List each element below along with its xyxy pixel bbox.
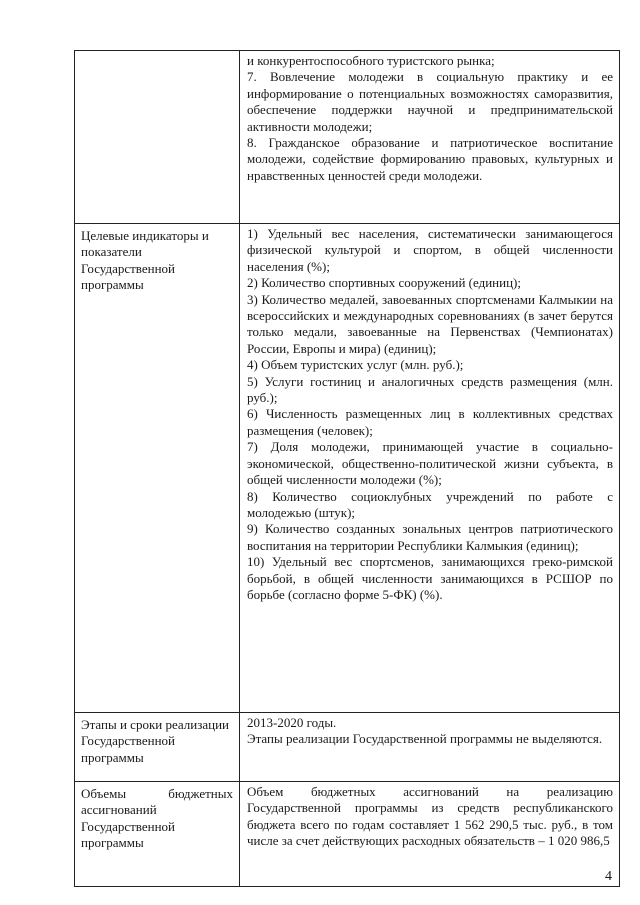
indicator-item: 5) Услуги гостиниц и аналогичных средств размещения (млн. руб.); — [247, 373, 613, 406]
row-content-cell — [240, 782, 620, 887]
row-label: Целевые индикаторы и показатели Государственной программы — [81, 228, 209, 293]
row-label: Объемы бюджетных ассигнований Государственной программы — [81, 786, 233, 851]
row-content-cell — [240, 224, 620, 713]
indicator-item: 6) Численность размещенных лиц в коллективных средствах размещения (человек); — [247, 406, 613, 438]
indicator-item: 3) Количество медалей, завоеванных спортсменами Калмыкии на всероссийских и международных соревнованиях (в зачет берутся только медали, завоеванные на Первенствах (Чемпионатах) России, Европы и мира) (единиц); — [247, 291, 613, 356]
row-content-cell — [240, 713, 620, 782]
indicator-item: 7) Доля молодежи, принимающей участие в социально-экономической, общественно-политической жизни субъекта, в общей численности молодежи (%); — [247, 439, 613, 488]
table-row — [75, 224, 620, 713]
row-label-cell — [75, 713, 240, 782]
indicator-item: 2) Количество спортивных сооружений (единиц); — [247, 275, 521, 291]
content-paragraph: 2013-2020 годы. — [247, 715, 337, 730]
indicator-item: 8) Количество социоклубных учреждений по работе с молодежью (штук); — [247, 488, 613, 520]
row-label: Этапы и сроки реализации Государственной программы — [81, 717, 229, 765]
passport-table — [74, 50, 620, 887]
row-label-cell — [75, 782, 240, 887]
table-row — [75, 782, 620, 887]
indicator-item: 1) Удельный вес населения, систематически занимающегося физической культурой и спортом, в общей численности населения (%); — [247, 226, 613, 274]
content-paragraph: Объем бюджетных ассигнований на реализацию Государственной программы из средств республиканского бюджета всего по годам составляет 1 562 290,5 тыс. руб., в том числе за счет действующих расходных обязательств – 1 020 986,5 — [247, 784, 613, 849]
table-row — [75, 713, 620, 782]
content-paragraph: 7. Вовлечение молодежи в социальную практику и ее информирование о потенциальных возможностях саморазвития, обеспечение поддержки научной и предпринимательской активности молодежи; — [247, 69, 613, 134]
indicator-item: 9) Количество созданных зональных центров патриотического воспитания на территории Республики Калмыкия (единиц); — [247, 521, 613, 553]
row-label-cell — [75, 224, 240, 713]
content-paragraph: и конкурентоспособного туристского рынка; — [247, 53, 495, 68]
indicator-item: 4) Объем туристских услуг (млн. руб.); — [247, 357, 464, 373]
content-paragraph: 8. Гражданское образование и патриотическое воспитание молодежи, содействие формированию правовых, культурных и нравственных ценностей среди молодежи. — [247, 135, 613, 183]
content-paragraph: Этапы реализации Государственной программы не выделяются. — [247, 731, 603, 747]
table-row — [75, 51, 620, 224]
page-number: 4 — [605, 869, 612, 884]
row-label-cell — [75, 51, 240, 224]
indicator-item: 10) Удельный вес спортсменов, занимающихся греко-римской борьбой, в общей численности занимающихся в РСШОР по борьбе (согласно форме 5-ФК) (%). — [247, 554, 613, 602]
row-content-cell — [240, 51, 620, 224]
